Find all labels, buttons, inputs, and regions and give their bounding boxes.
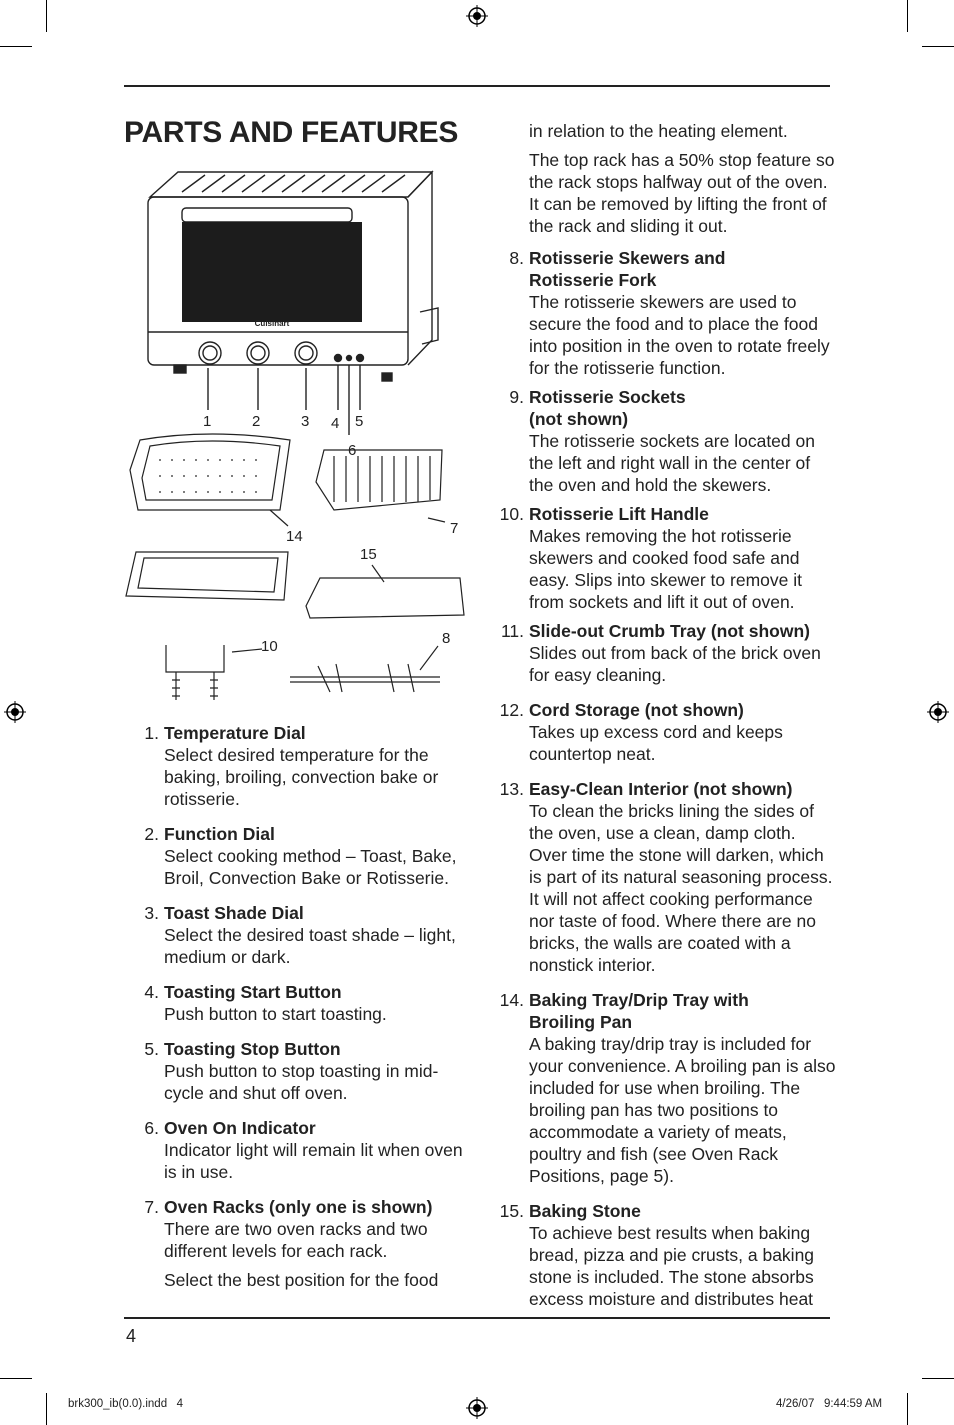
item-description: To achieve best results when baking bread, pizza and pie crusts, a baking stone is included. The stone absorbs excess moisture and distributes heat — [529, 1223, 815, 1309]
crop-mark — [907, 1393, 908, 1425]
crop-mark — [0, 46, 32, 47]
item-title: Easy-Clean Interior (not shown) — [529, 779, 793, 799]
crop-mark — [46, 1393, 47, 1425]
item-title: Temperature Dial — [164, 723, 306, 743]
item-title: Cord Storage (not shown) — [529, 700, 744, 720]
oven-diagram — [120, 160, 475, 715]
item-title: Oven On Indicator — [164, 1118, 316, 1138]
item-title: Oven Racks (only one is shown) — [164, 1197, 433, 1217]
item-description: Select desired temperature for the baking, broiling, convection bake or rotisserie. — [164, 745, 439, 809]
callout-15: 15 — [360, 546, 377, 563]
item-number: 8. — [509, 248, 524, 268]
callout-14: 14 — [286, 528, 303, 545]
item-description: There are two oven racks and two different levels for each rack. — [164, 1219, 428, 1261]
callout-5: 5 — [355, 413, 364, 430]
item-description: Slides out from back of the brick oven for easy cleaning. — [529, 643, 821, 685]
item-description: Push button to start toasting. — [164, 1004, 387, 1024]
list-item — [496, 503, 836, 613]
list-item — [496, 1200, 836, 1310]
list-item — [496, 989, 836, 1187]
item-description: Takes up excess cord and keeps countertop neat. — [529, 722, 783, 764]
item-description: Makes removing the hot rotisserie skewers and cooked food safe and easy. Slips into skewer to remove it from sockets and lift it out of oven. — [529, 526, 802, 612]
item-number: 7. — [144, 1197, 159, 1217]
item-description: A baking tray/drip tray is included for your convenience. A broiling pan is also included for use when broiling. The broiling pan has two positions to accommodate a variety of meats, poultry and fish (see Oven Rack Positions, page 5). — [529, 1034, 836, 1186]
item-description: To clean the bricks lining the sides of the oven, use a clean, damp cloth. Over time the stone will darken, which is part of its natural seasoning process. It will not affect cooking performance nor taste of food. Where there are no bricks, the walls are coated with a nonstick interior. — [529, 801, 833, 975]
registration-mark-icon — [4, 701, 26, 723]
list-item — [124, 823, 474, 889]
item-title: Rotisserie Skewers and Rotisserie Fork — [529, 248, 726, 290]
item-number: 6. — [144, 1118, 159, 1138]
list-item — [124, 902, 474, 968]
item-title: Rotisserie Lift Handle — [529, 504, 709, 524]
registration-mark-icon — [927, 701, 949, 723]
page-number: 4 — [126, 1326, 137, 1346]
item-number: 13. — [499, 779, 524, 799]
item-number: 4. — [144, 982, 159, 1002]
item-number: 9. — [509, 387, 524, 407]
callout-1: 1 — [203, 413, 212, 430]
list-item — [124, 981, 474, 1025]
callout-2: 2 — [252, 413, 261, 430]
item-description: The rotisserie skewers are used to secure the food and to place the food into position in the oven to rotate freely for the rotisserie function. — [529, 292, 830, 378]
list-item — [496, 247, 836, 379]
item-number: 11. — [500, 621, 524, 641]
item-title: Rotisserie Sockets (not shown) — [529, 387, 686, 429]
item-title: Toast Shade Dial — [164, 903, 304, 923]
slug-timestamp: 4/26/07 9:44:59 AM — [776, 1398, 883, 1410]
crop-mark — [907, 0, 908, 32]
slug-filename: brk300_ib(0.0).indd 4 — [68, 1398, 184, 1410]
list-item — [496, 699, 836, 765]
callout-8: 8 — [442, 630, 451, 647]
crop-mark — [922, 1378, 954, 1379]
item-title: Toasting Stop Button — [164, 1039, 341, 1059]
page-title: PARTS AND FEATURES — [124, 116, 459, 149]
list-item — [124, 1117, 474, 1183]
list-item — [496, 386, 836, 496]
list-item — [496, 620, 836, 686]
item-title: Baking Stone — [529, 1201, 641, 1221]
item-description: Push button to stop toasting in mid-cycle and shut off oven. — [164, 1061, 439, 1103]
item-description: Indicator light will remain lit when oven is in use. — [164, 1140, 463, 1182]
brand-logo: Cuisinart — [254, 319, 290, 328]
right-column — [496, 120, 836, 1323]
item-number: 14. — [499, 990, 524, 1010]
item-title: Toasting Start Button — [164, 982, 342, 1002]
registration-mark-icon — [466, 1397, 488, 1419]
crop-mark — [46, 0, 47, 32]
item-title: Slide-out Crumb Tray (not shown) — [529, 621, 810, 641]
list-item — [496, 778, 836, 976]
item-number: 1. — [144, 723, 159, 743]
item-number: 3. — [144, 903, 159, 923]
item-title: Function Dial — [164, 824, 275, 844]
crop-mark — [922, 46, 954, 47]
item-description: The rotisserie sockets are located on the left and right wall in the center of the oven and hold the skewers. — [529, 431, 815, 495]
continuation-paragraph: in relation to the heating element. — [529, 121, 788, 141]
top-rule — [124, 85, 830, 87]
item-description: Select the desired toast shade – light, medium or dark. — [164, 925, 456, 967]
item-description: Select cooking method – Toast, Bake, Broil, Convection Bake or Rotisserie. — [164, 846, 457, 888]
item-number: 15. — [499, 1201, 524, 1221]
callout-6: 6 — [348, 442, 357, 459]
item-number: 2. — [144, 824, 159, 844]
item-number: 5. — [144, 1039, 159, 1059]
callout-4: 4 — [331, 415, 340, 432]
continuation-paragraph: The top rack has a 50% stop feature so the rack stops halfway out of the oven. It can be removed by lifting the front of the rack and sliding it out. — [529, 150, 835, 236]
registration-mark-icon — [466, 5, 488, 27]
callout-10: 10 — [261, 638, 278, 655]
list-item — [124, 1196, 474, 1262]
item-number: 12. — [499, 700, 524, 720]
list-item — [124, 1038, 474, 1104]
callout-3: 3 — [301, 413, 310, 430]
callout-7: 7 — [450, 520, 459, 537]
left-column — [124, 722, 474, 1298]
parts-illustration — [120, 160, 475, 715]
list-item — [124, 722, 474, 810]
item-title: Baking Tray/Drip Tray with Broiling Pan — [529, 990, 749, 1032]
crop-mark — [0, 1378, 32, 1379]
item-number: 10. — [499, 504, 524, 524]
continuation-paragraph: Select the best position for the food — [164, 1270, 439, 1290]
